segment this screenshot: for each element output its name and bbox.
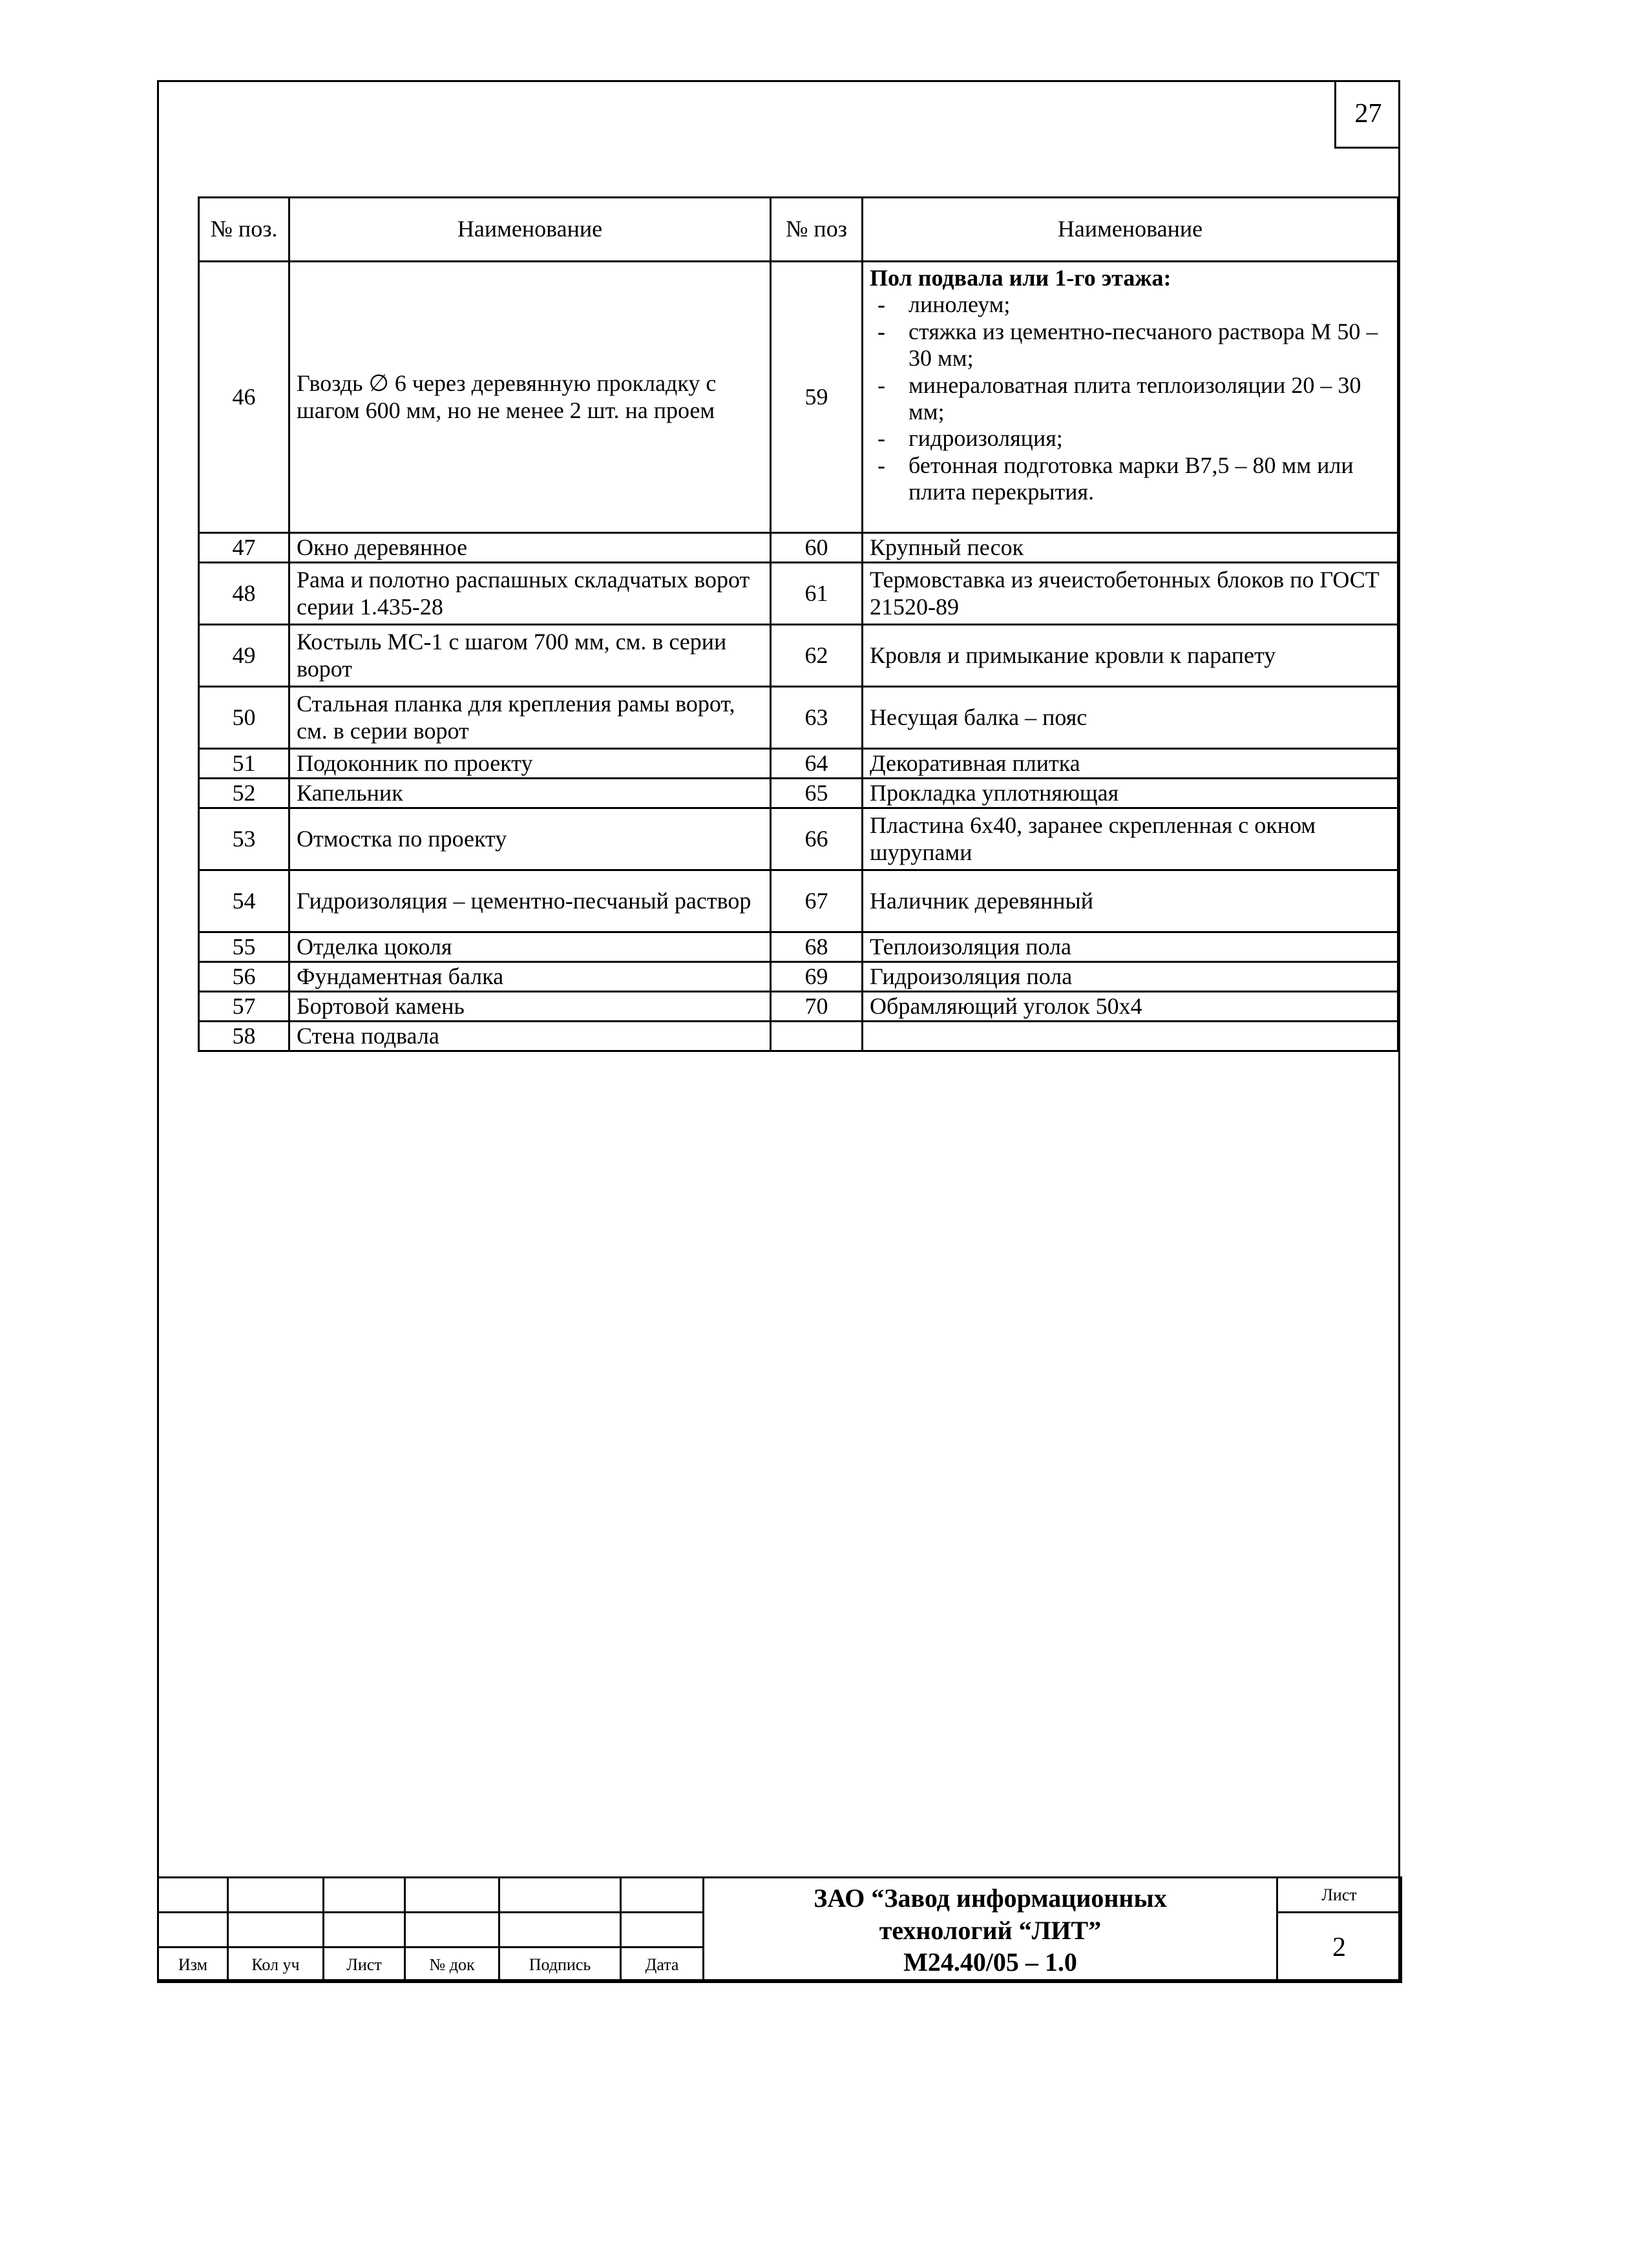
row-name-left: Гидроизоляция – цементно-песчаный раствор: [289, 870, 771, 932]
company-block: [704, 1878, 1277, 1982]
row-name-left: Отмостка по проекту: [289, 808, 771, 870]
row-num-left: 47: [199, 533, 289, 563]
row-num-left: 57: [199, 992, 289, 1022]
specification-table: [198, 196, 1399, 1052]
row-name-right: [863, 1022, 1398, 1051]
row-name-left: Отделка цоколя: [289, 932, 771, 962]
row-name-left: Капельник: [289, 779, 771, 808]
row-num-right: 62: [771, 625, 863, 687]
row-name-right: Крупный песок: [863, 533, 1398, 563]
list-item: - линолеум;: [870, 291, 1391, 318]
row-num-left: 58: [199, 1022, 289, 1051]
row-name-right: Прокладка уплотняющая: [863, 779, 1398, 808]
table-row: [199, 932, 1398, 962]
stamp-label-date: Дата: [621, 1948, 704, 1982]
stamp-label-kol-uch: Кол уч: [228, 1948, 324, 1982]
row-num-left: 53: [199, 808, 289, 870]
row-num-right: 66: [771, 808, 863, 870]
row-num-right: 59: [771, 262, 863, 533]
stamp-cell: [405, 1913, 499, 1948]
row-num-left: 48: [199, 563, 289, 625]
row-name-left: Окно деревянное: [289, 533, 771, 563]
stamp-cell: [499, 1913, 621, 1948]
row-name-right: Пластина 6х40, заранее скрепленная с окном шурупами: [863, 808, 1398, 870]
row-name-left: Рама и полотно распашных складчатых ворот серии 1.435-28: [289, 563, 771, 625]
row-name-left: Стальная планка для крепления рамы ворот, см. в серии ворот: [289, 687, 771, 749]
table-row: [199, 1022, 1398, 1051]
table-row: [199, 808, 1398, 870]
table-row: [199, 870, 1398, 932]
stamp-cell: [621, 1878, 704, 1913]
row-num-right: 65: [771, 779, 863, 808]
list-item: - бетонная подготовка марки В7,5 – 80 мм или плита перекрытия.: [870, 452, 1391, 506]
stamp-cell: [324, 1878, 405, 1913]
floor-composition-title: Пол подвала или 1-го этажа:: [870, 265, 1171, 291]
row-name-left: Фундаментная балка: [289, 962, 771, 992]
row-name-right: Несущая балка – пояс: [863, 687, 1398, 749]
row-num-right: 64: [771, 749, 863, 779]
stamp-cell: [158, 1913, 228, 1948]
table-header-row: [199, 198, 1398, 262]
row-num-right: 60: [771, 533, 863, 563]
row-name-right: Гидроизоляция пола: [863, 962, 1398, 992]
list-item: - стяжка из цементно-песчаного раствора М 50 – 30 мм;: [870, 319, 1391, 372]
stamp-label-signature: Подпись: [499, 1948, 621, 1982]
row-num-right: 70: [771, 992, 863, 1022]
row-num-right: 68: [771, 932, 863, 962]
row-num-right: [771, 1022, 863, 1051]
stamp-cell: [228, 1913, 324, 1948]
table-row: [199, 625, 1398, 687]
header-name-left: Наименование: [289, 198, 771, 262]
table-row: [199, 687, 1398, 749]
row-name-right: Наличник деревянный: [863, 870, 1398, 932]
row-num-left: 54: [199, 870, 289, 932]
table-row: [199, 533, 1398, 563]
list-item: - минераловатная плита теплоизоляции 20 – 30 мм;: [870, 372, 1391, 426]
row-num-right: 61: [771, 563, 863, 625]
stamp-label-izm: Изм: [158, 1948, 228, 1982]
header-num-left: № поз.: [199, 198, 289, 262]
row-name-left: Бортовой камень: [289, 992, 771, 1022]
row-num-right: 63: [771, 687, 863, 749]
row-name-left: Подоконник по проекту: [289, 749, 771, 779]
stamp-cell: [405, 1878, 499, 1913]
table-row: [199, 779, 1398, 808]
floor-composition-list: [870, 291, 1391, 505]
page-number: 27: [1334, 80, 1400, 149]
row-num-left: 55: [199, 932, 289, 962]
row-name-left: Стена подвала: [289, 1022, 771, 1051]
row-num-right: 69: [771, 962, 863, 992]
sheet-number: 2: [1277, 1913, 1402, 1982]
row-num-left: 56: [199, 962, 289, 992]
table-row: [199, 563, 1398, 625]
table-row: [199, 992, 1398, 1022]
document-code: М24.40/05 – 1.0: [903, 1948, 1077, 1977]
sheet-label: Лист: [1277, 1878, 1402, 1913]
row-name-right: Декоративная плитка: [863, 749, 1398, 779]
company-name-line2: технологий “ЛИТ”: [879, 1916, 1102, 1945]
row-name-right: Теплоизоляция пола: [863, 932, 1398, 962]
row-name-left: Костыль МС-1 с шагом 700 мм, см. в серии ворот: [289, 625, 771, 687]
row-num-left: 51: [199, 749, 289, 779]
stamp-cell: [158, 1878, 228, 1913]
table-row: [199, 262, 1398, 533]
header-num-right: № поз: [771, 198, 863, 262]
row-name-right: Термовставка из ячеистобетонных блоков по ГОСТ 21520-89: [863, 563, 1398, 625]
row-num-left: 49: [199, 625, 289, 687]
table-row: [199, 962, 1398, 992]
row-num-right: 67: [771, 870, 863, 932]
stamp-cell: [324, 1913, 405, 1948]
row-num-left: 52: [199, 779, 289, 808]
row-num-left: 46: [199, 262, 289, 533]
stamp-cell: [228, 1878, 324, 1913]
stamp-label-list: Лист: [324, 1948, 405, 1982]
company-name-line1: ЗАО “Завод информационных: [814, 1884, 1167, 1913]
stamp-label-doc-num: № док: [405, 1948, 499, 1982]
row-name-right: Обрамляющий уголок 50х4: [863, 992, 1398, 1022]
row-name-right: [863, 262, 1398, 533]
stamp-cell: [621, 1913, 704, 1948]
row-name-left: Гвоздь ∅ 6 через деревянную прокладку с шагом 600 мм, но не менее 2 шт. на проем: [289, 262, 771, 533]
row-name-right: Кровля и примыкание кровли к парапету: [863, 625, 1398, 687]
title-block: [157, 1876, 1402, 1983]
row-num-left: 50: [199, 687, 289, 749]
table-row: [199, 749, 1398, 779]
list-item: - гидроизоляция;: [870, 425, 1391, 452]
header-name-right: Наименование: [863, 198, 1398, 262]
stamp-cell: [499, 1878, 621, 1913]
